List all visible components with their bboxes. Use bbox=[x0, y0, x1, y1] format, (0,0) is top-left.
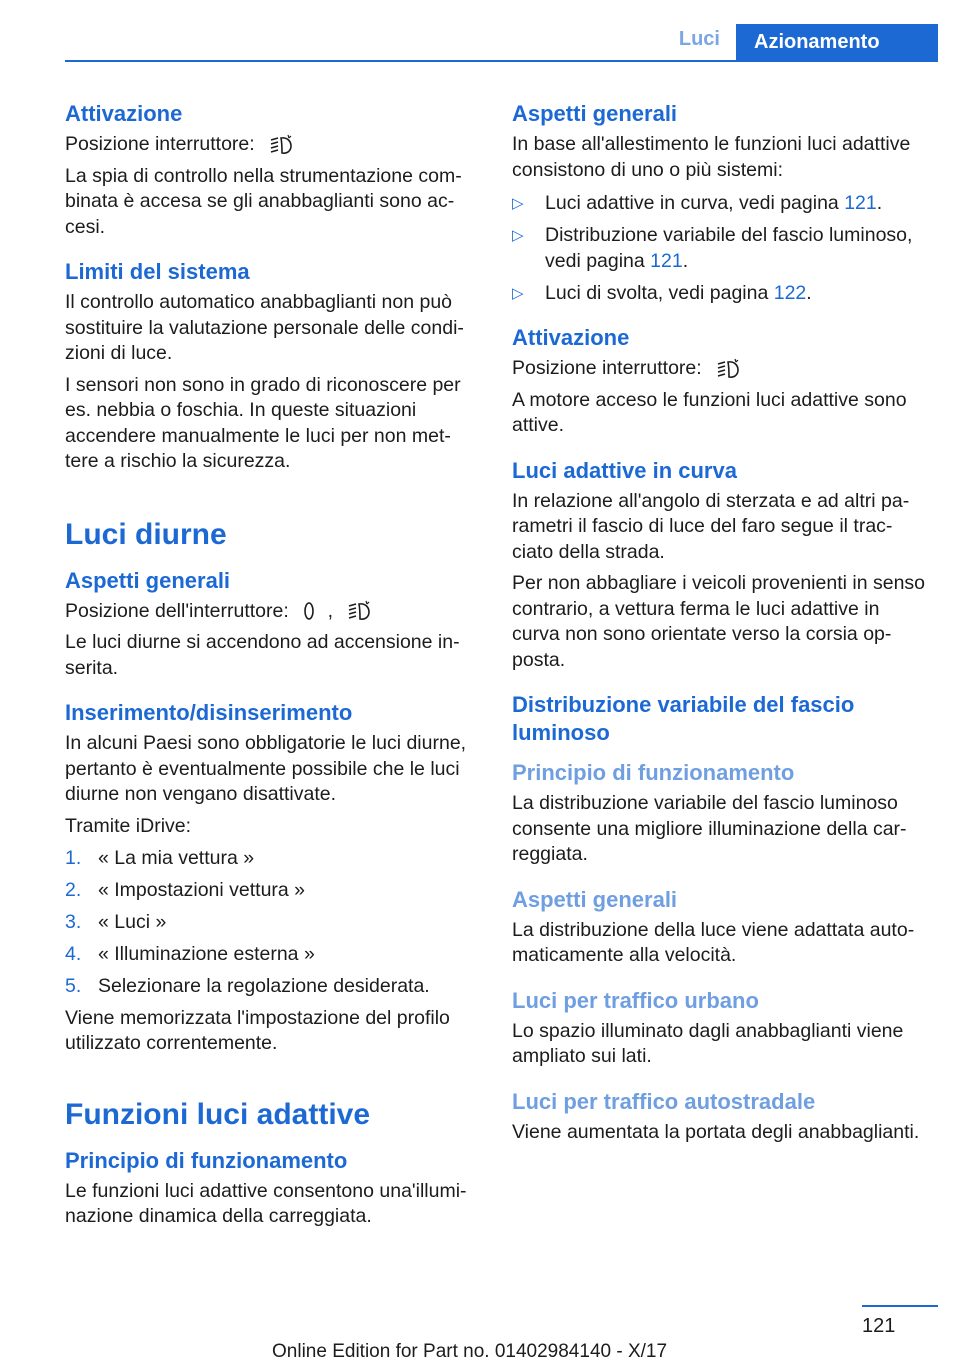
triangle-bullet-icon: ▷ bbox=[512, 195, 524, 212]
right-column bbox=[512, 100, 932, 1145]
list-item: ▷ Distribuzione variabile del fascio luminoso, vedi pagina 121. bbox=[512, 224, 913, 272]
paragraph: I sensori non sono in grado di riconoscere per es. nebbia o foschia. In queste situazioni accendere manualmente le luci per non met-tere a rischio la sicurezza. bbox=[65, 373, 461, 472]
footer-rule bbox=[862, 1305, 938, 1307]
heading-attivazione: Attivazione bbox=[65, 101, 183, 126]
paragraph: La spia di controllo nella strumentazione com-binata è accesa se gli anabbaglianti sono ac-cesi. bbox=[65, 164, 462, 238]
paragraph: Le luci diurne si accendono ad accensione in-serita. bbox=[65, 631, 460, 679]
low-beam-auto-icon bbox=[268, 134, 294, 156]
heading-aspetti-generali: Aspetti generali bbox=[512, 101, 678, 126]
light-off-icon bbox=[302, 600, 316, 622]
list-item: 4. « Illuminazione esterna » bbox=[65, 943, 315, 965]
heading-inserimento: Inserimento/disinserimento bbox=[65, 700, 353, 725]
switch-position-line: Posizione interruttore: bbox=[512, 356, 932, 382]
paragraph: In relazione all'angolo di sterzata e ad altri pa-rametri il fascio di luce del faro segue il trac-ciato della strada. bbox=[512, 489, 910, 563]
edition-note: Online Edition for Part no. 01402984140 - X/17 bbox=[272, 1341, 668, 1362]
list-item: ▷ Luci di svolta, vedi pagina 122. bbox=[512, 281, 932, 307]
page-link[interactable]: 121 bbox=[650, 249, 683, 272]
paragraph: Viene aumentata la portata degli anabbaglianti. bbox=[512, 1120, 920, 1143]
paragraph: A motore acceso le funzioni luci adattive sono attive. bbox=[512, 388, 907, 436]
idrive-steps-list bbox=[65, 846, 480, 1000]
triangle-bullet-icon: ▷ bbox=[512, 227, 524, 244]
paragraph: La distribuzione variabile del fascio luminoso consente una migliore illuminazione della car-reggiata. bbox=[512, 792, 907, 865]
heading-traffico-urbano: Luci per traffico urbano bbox=[512, 987, 759, 1013]
list-item: 2. « Impostazioni vettura » bbox=[65, 879, 306, 901]
heading-traffico-autostradale: Luci per traffico autostradale bbox=[512, 1088, 816, 1114]
low-beam-auto-icon bbox=[346, 600, 372, 622]
paragraph: Viene memorizzata l'impostazione del profilo utilizzato correntemente. bbox=[65, 1006, 450, 1054]
list-item: 5. Selezionare la regolazione desiderata. bbox=[65, 975, 430, 997]
heading-attivazione: Attivazione bbox=[512, 325, 630, 350]
active-section-tab: Azionamento bbox=[736, 24, 938, 62]
list-item: 1. « La mia vettura » bbox=[65, 847, 255, 869]
systems-list bbox=[512, 191, 932, 306]
switch-position-line: Posizione dell'interruttore: , bbox=[65, 599, 480, 625]
list-item: 3. « Luci » bbox=[65, 911, 167, 933]
section-label: Luci bbox=[678, 28, 720, 50]
page-number: 121 bbox=[862, 1315, 896, 1337]
paragraph: Il controllo automatico anabbaglianti non può sostituire la valutazione personale delle condi-zioni di luce. bbox=[65, 291, 464, 364]
heading-principio: Principio di funzionamento bbox=[65, 1147, 348, 1173]
triangle-bullet-icon: ▷ bbox=[512, 284, 524, 302]
switch-position-line: Posizione interruttore: bbox=[65, 132, 480, 158]
page-link[interactable]: 121 bbox=[844, 192, 877, 214]
heading-aspetti-generali: Aspetti generali bbox=[65, 567, 231, 593]
paragraph: La distribuzione della luce viene adattata auto-maticamente alla velocità. bbox=[512, 918, 915, 966]
paragraph: Lo spazio illuminato dagli anabbaglianti viene ampliato sui lati. bbox=[512, 1019, 904, 1067]
page-header bbox=[0, 24, 960, 62]
heading-principio: Principio di funzionamento bbox=[512, 760, 795, 785]
paragraph: In base all'allestimento le funzioni luci adattive consistono di uno o più sistemi: bbox=[512, 133, 911, 181]
heading-luci-diurne: Luci diurne bbox=[65, 517, 227, 551]
paragraph: Per non abbagliare i veicoli provenienti in senso contrario, a vettura ferma le luci adattive in curva non sono orientate verso la corsia op-posta. bbox=[512, 572, 926, 671]
heading-funzioni-luci-adattive: Funzioni luci adattive bbox=[65, 1097, 371, 1131]
low-beam-auto-icon bbox=[715, 358, 741, 380]
heading-aspetti-generali: Aspetti generali bbox=[512, 886, 678, 912]
page-link[interactable]: 122 bbox=[773, 281, 807, 304]
heading-limiti: Limiti del sistema bbox=[65, 259, 250, 284]
paragraph: Le funzioni luci adattive consentono una'illumi-nazione dinamica della carreggiata. bbox=[65, 1179, 467, 1227]
left-column bbox=[65, 100, 480, 1230]
heading-luci-adattive-curva: Luci adattive in curva bbox=[512, 457, 737, 483]
list-item: ▷ Luci adattive in curva, vedi pagina 121. bbox=[512, 191, 932, 217]
paragraph: Tramite iDrive: bbox=[65, 814, 192, 837]
paragraph: In alcuni Paesi sono obbligatorie le luci diurne, pertanto è eventualmente possibile che le luci diurne non vengano disattivate. bbox=[65, 732, 467, 805]
heading-distribuzione-variabile: Distribuzione variabile del fascio luminoso bbox=[512, 692, 855, 745]
